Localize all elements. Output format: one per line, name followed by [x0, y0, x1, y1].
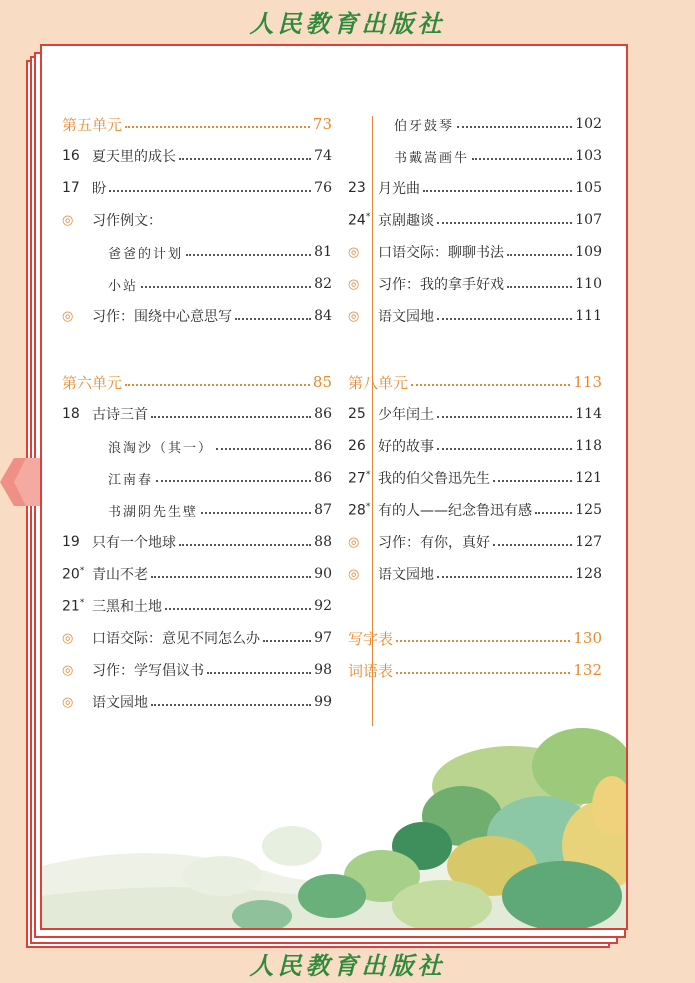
dot-leader [457, 126, 572, 128]
toc-entry-lesson[interactable] [348, 434, 602, 458]
dot-leader [235, 318, 311, 320]
entry-title: 语文园地 [378, 309, 434, 325]
section-bullet-icon: ◎ [62, 212, 74, 228]
page-number: 118 [575, 438, 602, 454]
lesson-number: 21* [62, 597, 85, 615]
toc-entry-sub[interactable] [108, 466, 332, 490]
entry-title: 有的人——纪念鲁迅有感 [378, 503, 532, 519]
dot-leader [151, 576, 311, 578]
tree-landscape-illustration [42, 726, 626, 928]
toc-entry-lesson[interactable] [62, 402, 332, 426]
dot-leader [437, 448, 572, 450]
page-number: 97 [314, 630, 332, 646]
entry-title: 口语交际：聊聊书法 [378, 245, 504, 261]
dot-leader [437, 318, 572, 320]
dot-leader [165, 608, 311, 610]
page-number: 132 [573, 661, 602, 679]
page-number: 86 [314, 470, 332, 486]
toc-entry-section[interactable] [348, 530, 602, 554]
dot-leader [109, 190, 311, 192]
toc-entry-unit[interactable] [348, 370, 602, 394]
toc-entry-lesson[interactable] [348, 176, 602, 200]
lesson-number: 25 [348, 406, 366, 422]
toc-entry-lesson[interactable] [62, 144, 332, 168]
page-number: 114 [575, 406, 602, 422]
entry-title: 少年闰土 [378, 407, 434, 423]
dot-leader [437, 222, 572, 224]
page-number: 74 [314, 148, 332, 164]
lesson-number: 17 [62, 180, 80, 196]
section-bullet-icon: ◎ [62, 662, 74, 678]
toc-entry-section[interactable] [348, 304, 602, 328]
dot-leader [263, 640, 311, 642]
page-number: 113 [573, 373, 602, 391]
dot-leader [179, 158, 311, 160]
dot-leader [472, 158, 572, 160]
entry-title: 习作：我的拿手好戏 [378, 277, 504, 293]
toc-entry-sub[interactable] [108, 272, 332, 296]
entry-title: 习作例文： [92, 213, 162, 229]
page-number: 125 [575, 502, 602, 518]
page-number: 111 [575, 308, 602, 324]
entry-title: 书戴嵩画牛 [394, 150, 470, 166]
toc-entry-section[interactable] [62, 690, 332, 714]
page-number: 81 [314, 244, 332, 260]
entry-title: 好的故事 [378, 439, 434, 455]
dot-leader [207, 672, 311, 674]
dot-leader [179, 544, 311, 546]
page-number: 76 [314, 180, 332, 196]
dot-leader [125, 384, 310, 386]
entry-title: 浪淘沙（其一） [108, 440, 214, 456]
entry-title: 习作：有你，真好 [378, 535, 490, 551]
toc-entry-lesson[interactable] [62, 530, 332, 554]
page-number: 130 [573, 629, 602, 647]
page-number: 87 [314, 502, 332, 518]
dot-leader [201, 512, 311, 514]
publisher-logo-bottom: 人民教育出版社 [249, 951, 446, 980]
page-number: 102 [575, 116, 602, 132]
toc-entry-section[interactable] [62, 658, 332, 682]
bookmark-ribbon-icon[interactable] [0, 454, 40, 510]
entry-title: 口语交际：意见不同怎么办 [92, 631, 260, 647]
dot-leader [437, 576, 572, 578]
page-number: 92 [314, 598, 332, 614]
dot-leader [493, 544, 572, 546]
toc-entry-lesson[interactable] [348, 498, 602, 522]
dot-leader [156, 480, 311, 482]
toc-entry-lesson[interactable] [348, 466, 602, 490]
page-number: 110 [575, 276, 602, 292]
publisher-logo-top: 人民教育出版社 [249, 9, 446, 38]
page-number: 86 [314, 406, 332, 422]
section-bullet-icon: ◎ [348, 244, 360, 260]
toc-entry-lesson[interactable] [62, 176, 332, 200]
entry-title: 三黑和土地 [92, 599, 162, 615]
dot-leader [396, 672, 570, 674]
entry-title: 只有一个地球 [92, 535, 176, 551]
entry-title: 书湖阴先生壁 [108, 504, 199, 520]
entry-title: 习作：围绕中心意思写 [92, 309, 232, 325]
entry-title: 写字表 [348, 629, 394, 648]
section-bullet-icon: ◎ [62, 630, 74, 646]
page-number: 128 [575, 566, 602, 582]
page-number: 85 [312, 373, 332, 391]
toc-entry-unit[interactable] [62, 370, 332, 394]
toc-entry-section[interactable] [348, 272, 602, 296]
page-number: 88 [314, 534, 332, 550]
lesson-number: 23 [348, 180, 366, 196]
entry-title: 语文园地 [92, 695, 148, 711]
toc-entry-lesson[interactable] [62, 594, 332, 618]
entry-title: 爸爸的计划 [108, 246, 184, 262]
toc-entry-unit[interactable] [348, 658, 602, 682]
dot-leader [535, 512, 572, 514]
entry-title: 京剧趣谈 [378, 213, 434, 229]
page-number: 109 [575, 244, 602, 260]
toc-entry-sub[interactable] [394, 144, 602, 168]
dot-leader [507, 254, 572, 256]
toc-entry-sub[interactable] [108, 434, 332, 458]
page-number: 107 [575, 212, 602, 228]
entry-title: 第八单元 [348, 373, 409, 392]
entry-title: 小站 [108, 278, 139, 294]
page-number: 73 [312, 115, 332, 133]
entry-title: 江南春 [108, 472, 154, 488]
lesson-number: 24* [348, 211, 371, 229]
entry-title: 第六单元 [62, 373, 123, 392]
section-bullet-icon: ◎ [62, 694, 74, 710]
entry-title: 词语表 [348, 661, 394, 680]
toc-entry-section[interactable] [62, 208, 332, 232]
section-bullet-icon: ◎ [348, 534, 360, 550]
page-number: 127 [575, 534, 602, 550]
dot-leader [396, 640, 570, 642]
entry-title: 我的伯父鲁迅先生 [378, 471, 490, 487]
lesson-number: 19 [62, 534, 80, 550]
dot-leader [186, 254, 311, 256]
dot-leader [125, 126, 310, 128]
entry-title: 夏天里的成长 [92, 149, 176, 165]
page-number: 90 [314, 566, 332, 582]
table-of-contents-page [40, 44, 628, 930]
dot-leader [151, 704, 311, 706]
toc-entry-section[interactable] [62, 626, 332, 650]
dot-leader [507, 286, 572, 288]
page-number: 84 [314, 308, 332, 324]
dot-leader [141, 286, 311, 288]
page-number: 105 [575, 180, 602, 196]
entry-title: 月光曲 [378, 181, 420, 197]
page-number: 121 [575, 470, 602, 486]
toc-entry-sub[interactable] [108, 240, 332, 264]
toc-entry-unit[interactable] [348, 626, 602, 650]
page-number: 98 [314, 662, 332, 678]
entry-title: 盼 [92, 181, 106, 197]
dot-leader [216, 448, 311, 450]
lesson-number: 20* [62, 565, 85, 583]
page-number: 82 [314, 276, 332, 292]
dot-leader [411, 384, 570, 386]
toc-entry-section[interactable] [348, 562, 602, 586]
dot-leader [493, 480, 572, 482]
entry-title: 古诗三首 [92, 407, 148, 423]
page-number: 103 [575, 148, 602, 164]
lesson-number: 26 [348, 438, 366, 454]
lesson-number: 18 [62, 406, 80, 422]
dot-leader [151, 416, 311, 418]
toc-entry-sub[interactable] [394, 112, 602, 136]
entry-title: 语文园地 [378, 567, 434, 583]
toc-entry-sub[interactable] [108, 498, 332, 522]
lesson-number: 27* [348, 469, 371, 487]
entry-title: 伯牙鼓琴 [394, 118, 455, 134]
page-number: 86 [314, 438, 332, 454]
toc-entry-lesson[interactable] [348, 402, 602, 426]
entry-title: 习作：学写倡议书 [92, 663, 204, 679]
toc-entry-section[interactable] [348, 240, 602, 264]
toc-entry-section[interactable] [62, 304, 332, 328]
toc-entry-lesson[interactable] [348, 208, 602, 232]
lesson-number: 16 [62, 148, 80, 164]
page-number: 99 [314, 694, 332, 710]
section-bullet-icon: ◎ [348, 566, 360, 582]
entry-title: 青山不老 [92, 567, 148, 583]
toc-entry-lesson[interactable] [62, 562, 332, 586]
section-bullet-icon: ◎ [62, 308, 74, 324]
section-bullet-icon: ◎ [348, 308, 360, 324]
dot-leader [423, 190, 572, 192]
section-bullet-icon: ◎ [348, 276, 360, 292]
dot-leader [437, 416, 572, 418]
toc-entry-unit[interactable] [62, 112, 332, 136]
entry-title: 第五单元 [62, 115, 123, 134]
lesson-number: 28* [348, 501, 371, 519]
